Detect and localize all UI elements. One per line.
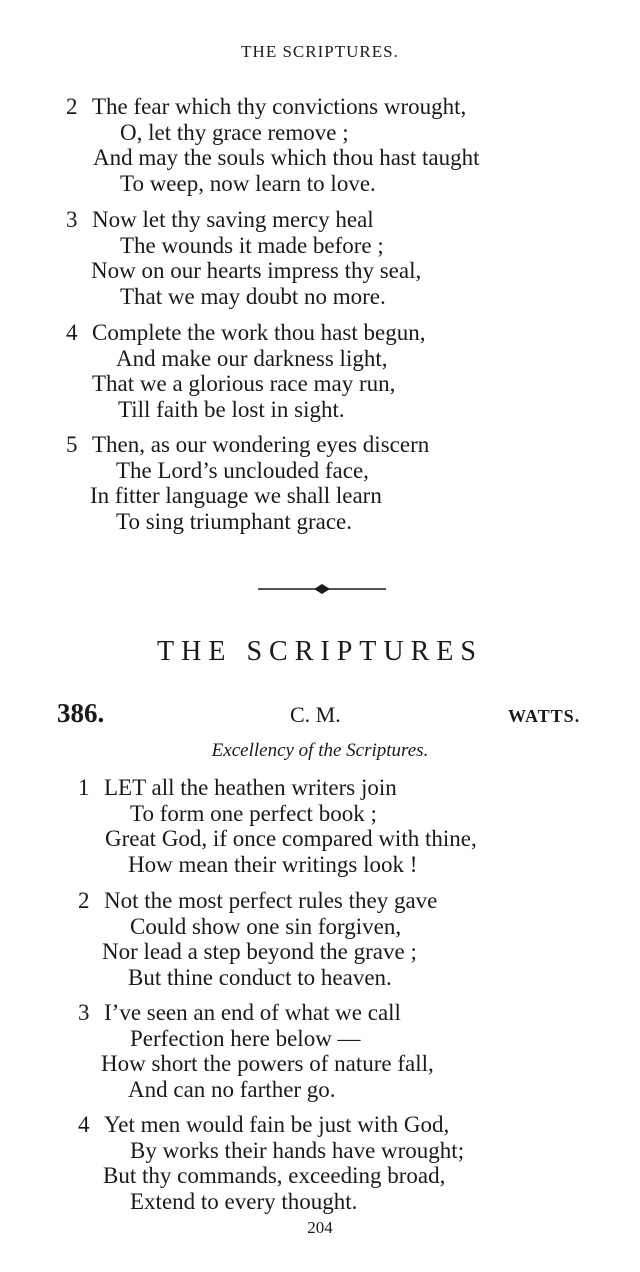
stanza-number: 2 bbox=[66, 94, 78, 119]
stanza-line: Perfection here below — bbox=[130, 1025, 361, 1051]
stanza-line: 2 The fear which thy convictions wrought, bbox=[66, 94, 467, 119]
stanza-line: To sing triumphant grace. bbox=[116, 508, 352, 534]
stanza-number: 4 bbox=[78, 1112, 90, 1137]
stanza-line: How short the powers of nature fall, bbox=[101, 1051, 434, 1076]
stanza-line: 2 Not the most perfect rules they gave bbox=[78, 888, 438, 913]
stanza-line: And make our darkness light, bbox=[116, 345, 388, 371]
hymn-stanza-4 bbox=[78, 1112, 464, 1214]
hymn-stanza-3 bbox=[78, 1000, 434, 1102]
stanza-line: And can no farther go. bbox=[128, 1076, 336, 1102]
prev-stanza-4 bbox=[66, 320, 425, 422]
stanza-number: 1 bbox=[78, 775, 90, 800]
prev-stanza-2 bbox=[66, 94, 480, 196]
stanza-line: By works their hands have wrought; bbox=[130, 1137, 465, 1163]
stanza-line: 1 LET all the heathen writers join bbox=[78, 775, 397, 800]
stanza-number: 4 bbox=[66, 320, 78, 345]
page-number: 204 bbox=[307, 1218, 333, 1237]
stanza-line: 4 Yet men would fain be just with God, bbox=[78, 1112, 450, 1137]
stanza-line: Till faith be lost in sight. bbox=[118, 396, 345, 422]
stanza-line: 3 I’ve seen an end of what we call bbox=[78, 1000, 401, 1025]
stanza-line: How mean their writings look ! bbox=[128, 851, 418, 877]
stanza-line: Could show one sin forgiven, bbox=[130, 913, 402, 939]
stanza-line: Great God, if once compared with thine, bbox=[105, 826, 477, 851]
stanza-line: Now on our hearts impress thy seal, bbox=[91, 258, 422, 283]
stanza-line: 4 Complete the work thou hast begun, bbox=[66, 320, 426, 345]
stanza-line: The Lord’s unclouded face, bbox=[116, 457, 369, 483]
hymn-author: WATTS. bbox=[508, 706, 581, 726]
stanza-line: To form one perfect book ; bbox=[130, 800, 377, 826]
stanza-line: In fitter language we shall learn bbox=[90, 483, 382, 508]
stanza-line: 3 Now let thy saving mercy heal bbox=[66, 207, 374, 232]
section-title: THE SCRIPTURES bbox=[157, 636, 483, 667]
stanza-line: That we a glorious race may run, bbox=[92, 371, 396, 396]
hymn-subtitle: Excellency of the Scriptures. bbox=[211, 740, 429, 761]
prev-stanza-3 bbox=[66, 207, 421, 309]
hymn-number: 386. bbox=[57, 698, 105, 728]
stanza-line: And may the souls which thou hast taught bbox=[93, 145, 480, 170]
stanza-line: But thy commands, exceeding broad, bbox=[103, 1163, 446, 1188]
prev-stanza-5 bbox=[66, 432, 429, 534]
hymn-meter: C. M. bbox=[290, 702, 341, 727]
stanza-line: But thine conduct to heaven. bbox=[128, 964, 392, 990]
stanza-line: That we may doubt no more. bbox=[120, 283, 386, 309]
ornament-divider bbox=[258, 580, 386, 598]
hymn-stanza-2 bbox=[78, 888, 437, 990]
stanza-line: To weep, now learn to love. bbox=[120, 170, 376, 196]
stanza-number: 2 bbox=[78, 888, 90, 913]
stanza-number: 5 bbox=[66, 432, 78, 457]
stanza-line: 5 Then, as our wondering eyes discern bbox=[66, 432, 430, 457]
running-head: THE SCRIPTURES. bbox=[241, 42, 399, 61]
stanza-number: 3 bbox=[78, 1000, 90, 1025]
stanza-line: Extend to every thought. bbox=[130, 1188, 358, 1214]
hymn-stanza-1 bbox=[78, 775, 477, 877]
stanza-line: The wounds it made before ; bbox=[120, 232, 384, 258]
stanza-line: O, let thy grace remove ; bbox=[120, 119, 349, 145]
stanza-number: 3 bbox=[66, 207, 78, 232]
stanza-line: Nor lead a step beyond the grave ; bbox=[102, 939, 417, 964]
